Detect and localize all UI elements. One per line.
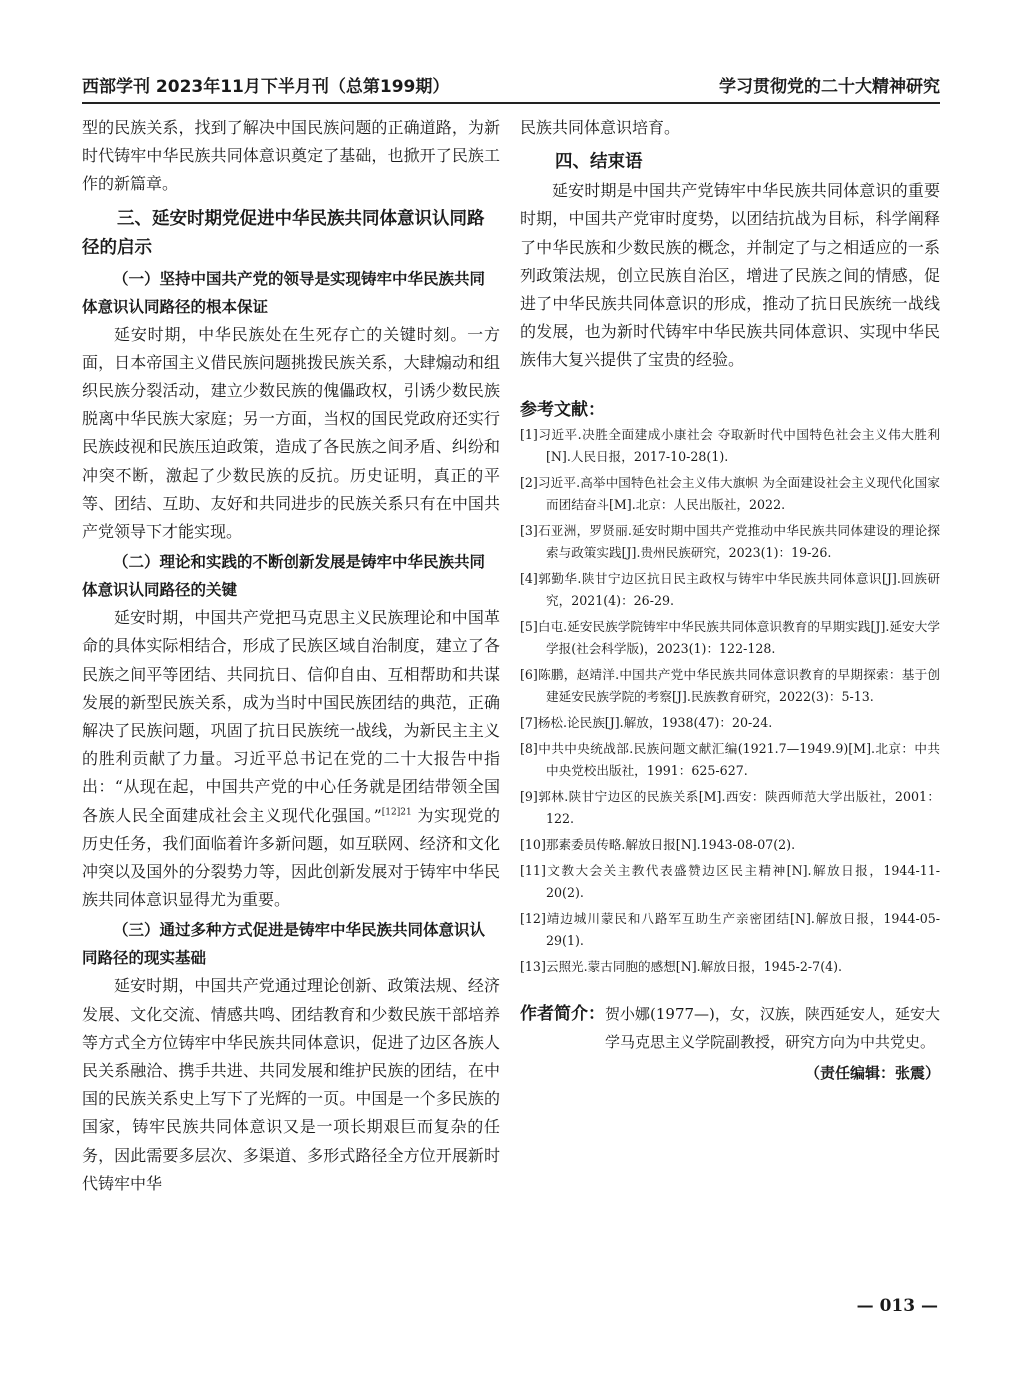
author-bio-label: 作者简介：: [520, 1003, 605, 1024]
responsible-editor: （责任编辑：张震）: [804, 1063, 940, 1082]
reference-item: [6]陈鹏，赵靖洋.中国共产党中华民族共同体意识教育的早期探索：基于创建延安民族学院的考察[J].民族教育研究，2022(3)：5-13.: [520, 666, 940, 704]
subsection-heading: （一）坚持中国共产党的领导是实现铸牢中华民族共同体意识认同路径的根本保证: [82, 269, 486, 316]
subsection-heading: （三）通过多种方式促进是铸牢中华民族共同体意识认同路径的现实基础: [82, 921, 486, 968]
section-heading: 四、结束语: [555, 152, 643, 173]
reference-item: [5]白屯.延安民族学院铸牢中华民族共同体意识教育的早期实践[J].延安大学学报(社会科学版)，2023(1)：122-128.: [520, 618, 940, 656]
author-bio-text: 贺小娜(1977—)，女，汉族，陕西延安人，延安大学马克思主义学院副教授，研究方向为中共党史。: [605, 1004, 940, 1051]
author-bio: [520, 1000, 940, 1056]
paragraph-text: 延安时期，中国共产党把马克思主义民族理论和中国革命的具体实际相结合，形成了民族区域自治制度，建立了各民族之间平等团结、共同抗日、信仰自由、互相帮助和共谋发展的新型民族关系，成为当时中国民族团结的典范，正确解决了民族问题，巩固了抗日民族统一战线，为新民主主义的胜利贡献了力量。习近平总书记在党的二十大报告中指出：“从现在起，中国共产党的中心任务就是团结带领全国各族人民全面建成社会主义现代化强国。”: [82, 608, 500, 825]
reference-item: [12]靖边城川蒙民和八路军互助生产亲密团结[N].解放日报，1944-05-29(1).: [520, 910, 940, 948]
references-heading: 参考文献：: [520, 399, 605, 420]
section-title-label: 学习贯彻党的二十大精神研究: [719, 77, 940, 97]
citation-marker: [12]21: [381, 807, 412, 818]
paragraph: 延安时期，中华民族处在生死存亡的关键时刻。一方面，日本帝国主义借民族问题挑拨民族关系，大肆煽动和组织民族分裂活动，建立少数民族的傀儡政权，引诱少数民族脱离中华民族大家庭；另一方面，当权的国民党政府还实行民族歧视和民族压迫政策，造成了各民族之间矛盾、纠纷和冲突不断，激起了少数民族的反抗。历史证明，真正的平等、团结、互助、友好和共同进步的民族关系只有在中国共产党领导下才能实现。: [82, 324, 500, 542]
reference-item: [2]习近平.高举中国特色社会主义伟大旗帜 为全面建设社会主义现代化国家而团结奋斗[M].北京：人民出版社，2022.: [520, 474, 940, 512]
reference-item: [4]郭勤华.陕甘宁边区抗日民主政权与铸牢中华民族共同体意识[J].回族研究，2021(4)：26-29.: [520, 570, 940, 608]
journal-issue-label: 西部学刊 2023年11月下半月刊（总第199期）: [82, 77, 450, 97]
running-header: [82, 68, 940, 104]
paragraph-text: 为实现党的历史任务，我们面临着许多新问题，如互联网、经济和文化冲突以及国外的分裂势力等，因此创新发展对于铸牢中华民族共同体意识显得尤为重要。: [82, 805, 500, 910]
left-column: [82, 114, 500, 1198]
right-column: [520, 114, 940, 1083]
reference-item: [10]那素委员传略.解放日报[N].1943-08-07(2).: [520, 836, 796, 852]
paragraph: 民族共同体意识培育。: [520, 118, 681, 137]
paragraph: 延安时期是中国共产党铸牢中华民族共同体意识的重要时期，中国共产党审时度势，以团结抗战为目标，科学阐释了中华民族和少数民族的概念，并制定了与之相适应的一系列政策法规，创立民族自治区，增进了民族之间的情感，促进了中华民族共同体意识的形成，推动了抗日民族统一战线的发展，也为新时代铸牢中华民族共同体意识、实现中华民族伟大复兴提供了宝贵的经验。: [520, 181, 940, 370]
page-number: — 013 —: [856, 1296, 938, 1316]
references-list: [520, 424, 940, 978]
paragraph: 延安时期，中国共产党通过理论创新、政策法规、经济发展、文化交流、情感共鸣、团结教育和少数民族干部培养等方式全方位铸牢中华民族共同体意识，促进了边区各族人民关系融洽、携手共进、共同发展和维护民族的团结，在中国的民族关系史上写下了光辉的一页。中国是一个多民族的国家，铸牢民族共同体意识又是一项长期艰巨而复杂的任务，因此需要多层次、多渠道、多形式路径全方位开展新时代铸牢中华: [82, 976, 500, 1193]
reference-item: [9]郭林.陕甘宁边区的民族关系[M].西安：陕西师范大学出版社，2001：122.: [520, 788, 940, 826]
paragraph: [82, 604, 500, 914]
reference-item: [3]石亚洲，罗贤丽.延安时期中国共产党推动中华民族共同体建设的理论探索与政策实践[J].贵州民族研究，2023(1)：19-26.: [520, 522, 940, 560]
reference-item: [1]习近平.决胜全面建成小康社会 夺取新时代中国特色社会主义伟大胜利[N].人民日报，2017-10-28(1).: [520, 426, 940, 464]
paragraph: 型的民族关系，找到了解决中国民族问题的正确道路，为新时代铸牢中华民族共同体意识奠定了基础，也掀开了民族工作的新篇章。: [82, 118, 500, 194]
reference-item: [13]云照光.蒙古同胞的感想[N].解放日报，1945-2-7(4).: [520, 958, 843, 974]
reference-item: [11]文教大会关主教代表盛赞边区民主精神[N].解放日报，1944-11-20(2).: [520, 862, 940, 900]
subsection-heading: （二）理论和实践的不断创新发展是铸牢中华民族共同体意识认同路径的关键: [82, 553, 486, 600]
reference-item: [7]杨松.论民族[J].解放，1938(47)：20-24.: [520, 714, 773, 730]
section-heading: 三、延安时期党促进中华民族共同体意识认同路径的启示: [82, 208, 485, 258]
reference-item: [8]中共中央统战部.民族问题文献汇编(1921.7—1949.9)[M].北京：中共中央党校出版社，1991：625-627.: [520, 740, 940, 778]
